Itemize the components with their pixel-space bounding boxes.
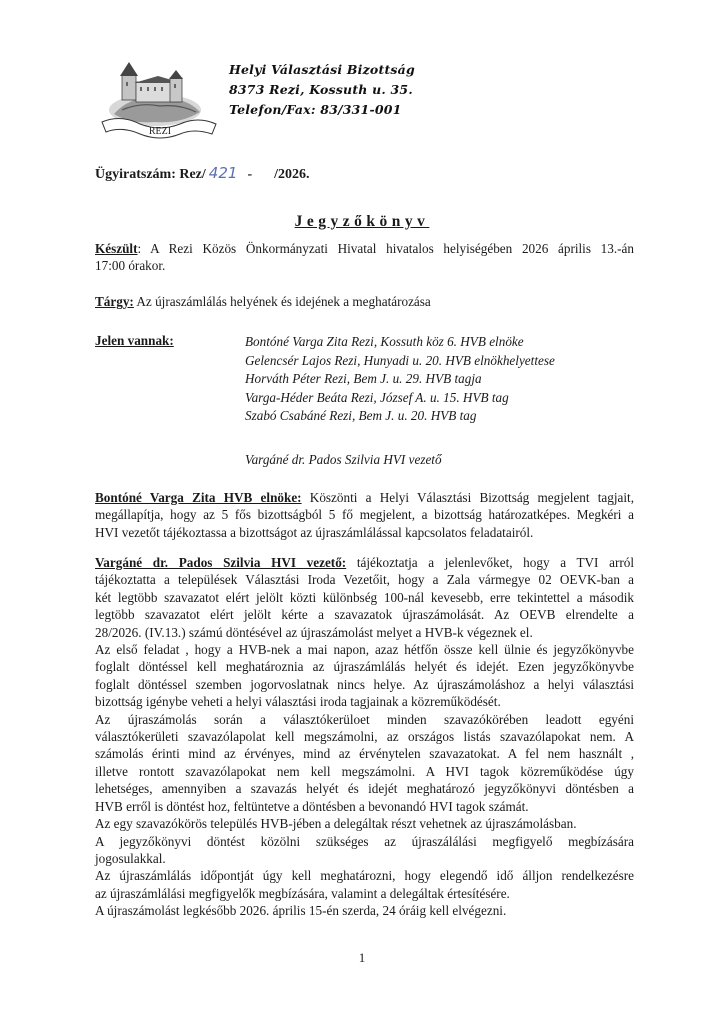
present-members-list [245, 333, 555, 426]
subject-label: Tárgy: [95, 294, 134, 309]
document-title: Jegyzőkönyv [294, 213, 430, 230]
present-member: Bontóné Varga Zita Rezi, Kossuth köz 6. HVB elnöke [245, 334, 524, 349]
hvi-statement: Vargáné dr. Pados Szilvia HVI vezető: tájékoztatja a jelenlevőket, hogy a TVI arról tájékoztatta a települések Választási Iroda Vezetőit, hogy a Zala vármegye 02 OEVK-ban a két legtöbb szavazatot elért jelölt közti különbség 100-nál kevesebb, erre tekintettel a második legtöbb szavazatot elért jelölt kérte a szavazatok újraszámolását. Az OEVB elrendelte a 28/2026. (IV.13.) számú döntésével az újraszámolást melyet a HVB-k végeznek el. Az első feladat , hogy a HVB-nek a mai napon, azaz hétfőn össze kell ülnie és jegyzőkönyvbe foglalt döntéssel kell meghatároznia az újraszámlálás helyét és idejét. Ezen jegyzőkönyvbe foglalt döntéssel szemben jogorvoslatnak nincs helye. Az újraszámoláshoz a helyi választási bizottság igénybe veheti a helyi választási iroda tagjainak a közreműködését. Az újraszámolás során a választókerüloet minden szavazókörében leadott egyéni választókerületi szavazólapolat kell megszámolni, az országos listás szavazólapokat nem. A számolás érinti mind az érvényes, mind az érvénytelen szavazatokat. A fel nem használt , illetve rontott szavazólapokat nem kell megszámolni. A HVI tagok közreműködése úgy lehetséges, amennyiben a szavazás helyét és idejét meghatározó jegyzőkönyvi döntésben a HVB erről is döntést hoz, feltüntetve a döntésben a bevonandó HVI tagok számát. Az egy szavazókörös település HVB-jében a delegáltak részt vehetnek az újraszámolásban. A jegyzőkönyvi döntést közölni szükséges az újraszálálási megfigyelő megbízására jogosulakkal. Az újraszámlálás időpontját úgy kell meghatározni, hogy elegendő idő álljon rendelkezésre az újraszámlálási megfigyelők megbízására, valamint a delegáltak értesítésére. A újraszámolást legkésőbb 2026. április 15-én szerda, 24 óráig kell elvégezni. [95, 555, 634, 919]
file-number-year: /2026. [274, 167, 310, 182]
org-address: 8373 Rezi, Kossuth u. 35. [229, 82, 413, 97]
subject-section [95, 293, 634, 310]
prepared-section: Készült: A Rezi Közös Önkormányzati Hivatal hivatalos helyiségében 2026 április 13.-án 17:00 órakor. [95, 241, 634, 274]
page-number: 1 [358, 950, 366, 965]
hvi-lead: Vargáné dr. Pados Szilvia HVI vezető [245, 452, 442, 467]
present-member: Gelencsér Lajos Rezi, Hunyadi u. 20. HVB elnökhelyettese [245, 352, 555, 368]
subject-text: Az újraszámlálás helyének és idejének a meghatározása [133, 294, 431, 309]
org-name: Helyi Választási Bizottság [229, 62, 415, 77]
castle-logo-icon [100, 52, 218, 140]
present-member: Varga-Héder Beáta Rezi, József A. u. 15. HVB tag [245, 389, 509, 405]
file-number-dash: - [247, 167, 253, 182]
chair-speaker: Bontóné Varga Zita HVB elnöke: [95, 490, 302, 505]
prepared-label: Készült [95, 241, 138, 256]
org-phone-fax: Telefon/Fax: 83/331-001 [229, 102, 402, 117]
letterhead [229, 60, 415, 120]
chair-statement: Bontóné Varga Zita HVB elnöke: Köszönti a Helyi Választási Bizottság megjelent tagjait, megállapítja, hogy az 5 fős bizottságból 5 fő megjelent, a bizottság határozatképes. Megkéri a HVI vezetőt tájékoztassa a bizottságot az újraszámlálással kapcsolatos feladatairól. [95, 490, 634, 540]
present-member: Szabó Csabáné Rezi, Bem J. u. 20. HVB tag [245, 408, 477, 424]
handwritten-file-number: 421 [208, 164, 238, 182]
file-number-label: Ügyiratszám: Rez/ [95, 167, 206, 182]
logo-caption: REZI [148, 126, 172, 137]
present-label: Jelen vannak: [95, 333, 174, 348]
hvi-speaker: Vargáné dr. Pados Szilvia HVI vezető: [95, 555, 347, 570]
present-member: Horváth Péter Rezi, Bem J. u. 29. HVB tagja [245, 371, 482, 387]
file-number [95, 164, 310, 183]
